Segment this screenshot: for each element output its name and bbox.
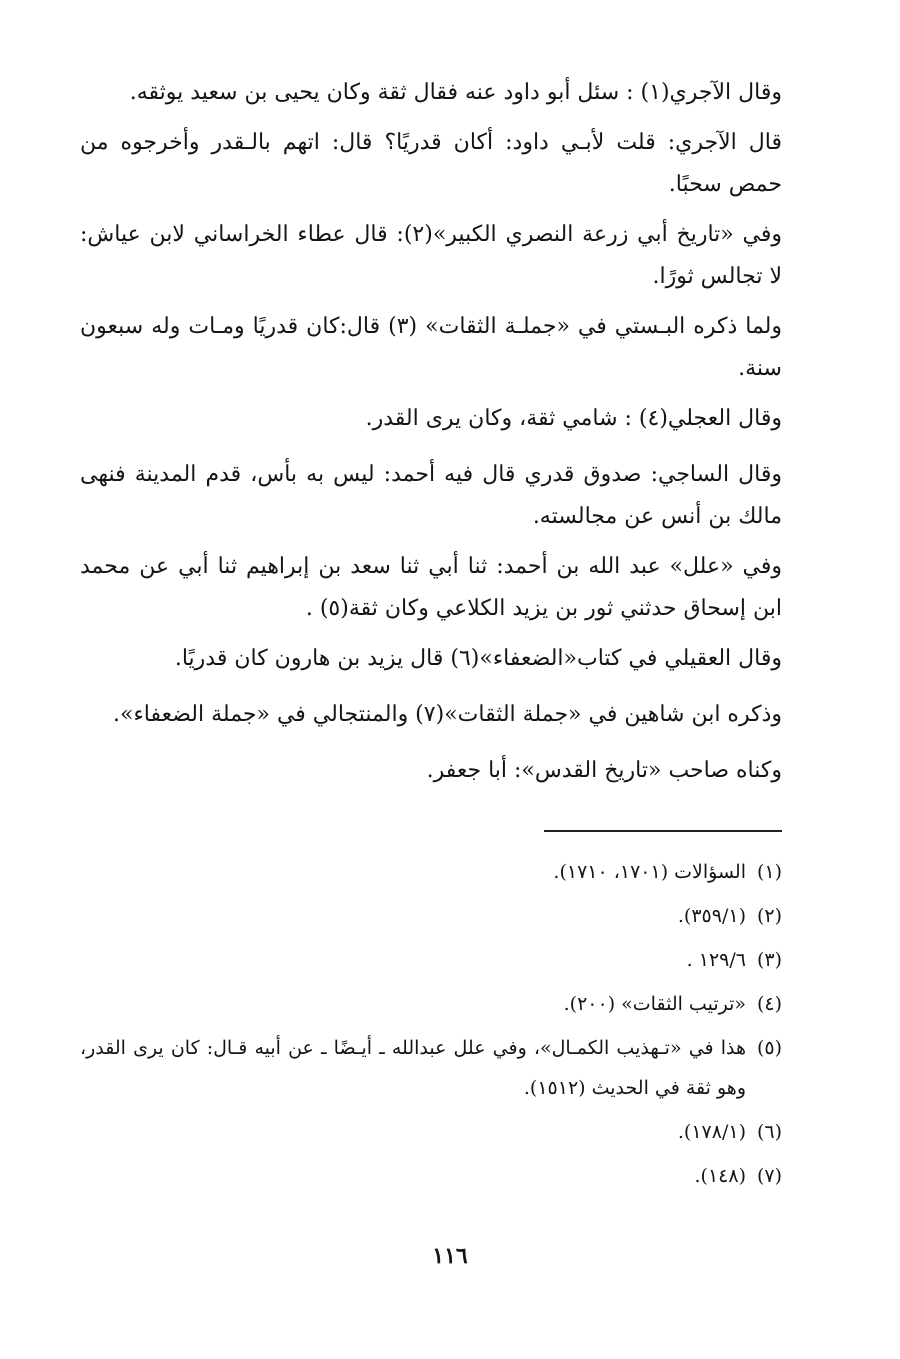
footnote-number: (٦)	[756, 1121, 782, 1143]
paragraph-ajurri-qadar: قال الآجري: قلت لأبـي داود: أكان قدريًا؟ قال: اتهم بالـقدر وأخرجوه من حمص سحبًا.	[80, 130, 782, 197]
footnote-text: «ترتيب الثقات» (٢٠٠).	[563, 993, 746, 1015]
footnote-text: (١٤٨).	[694, 1165, 746, 1187]
main-text	[80, 72, 782, 806]
paragraph-ajurri: وقال الآجري(١) : سئل أبو داود عنه فقال ثقة وكان يحيى بن سعيد يوثقه.	[129, 80, 782, 105]
paragraph-abu-zura: وفي «تاريخ أبي زرعة النصري الكبير»(٢): قال عطاء الخراساني لابن عياش: لا تجالس ثورًا.	[80, 222, 782, 289]
footnote	[80, 984, 782, 1024]
footnote-number: (٧)	[756, 1165, 782, 1187]
footnote-text: ١٢٩/٦ .	[686, 949, 746, 971]
paragraph-saji: وقال الساجي: صدوق قدري قال فيه أحمد: ليس به بأس، قدم المدينة فنهى مالك بن أنس عن مجالسته.	[80, 462, 782, 529]
footnote-text: هذا في «تـهذيب الكمـال»، وفي علل عبدالله ـ أيـضًا ـ عن أبيه قـال: كان يرى القدر، وهو ثقة في الحديث (١٥١٢).	[80, 1037, 746, 1099]
footnote-number: (٢)	[756, 905, 782, 927]
footnote-number: (٥)	[756, 1037, 782, 1059]
paragraph-quds: وكناه صاحب «تاريخ القدس»: أبا جعفر.	[426, 758, 782, 783]
footnote-separator	[544, 830, 782, 832]
paragraph-ilal: وفي «علل» عبد الله بن أحمد: ثنا أبي ثنا سعد بن إبراهيم ثنا أبي عن محمد ابن إسحاق حدثني ثور بن يزيد الكلاعي وكان ثقة(٥) .	[80, 554, 782, 621]
footnote-text: (٣٥٩/١).	[677, 905, 746, 927]
footnote	[80, 896, 782, 936]
footnote	[80, 1112, 782, 1152]
paragraph-ibn-shahin: وذكره ابن شاهين في «جملة الثقات»(٧) والمنتجالي في «جملة الضعفاء».	[112, 702, 782, 727]
footnote	[80, 1028, 782, 1108]
footnote-number: (٤)	[756, 993, 782, 1015]
footnote-text: السؤالات (١٧٠١، ١٧١٠).	[553, 861, 746, 883]
paragraph-uqayli: وقال العقيلي في كتاب«الضعفاء»(٦) قال يزيد بن هارون كان قدريًا.	[174, 646, 782, 671]
footnote-number: (١)	[756, 861, 782, 883]
footnote-number: (٣)	[756, 949, 782, 971]
footnotes	[80, 852, 782, 1200]
footnote	[80, 1156, 782, 1196]
footnote	[80, 940, 782, 980]
paragraph-busti: ولما ذكره البـستي في «جملـة الثقات» (٣) قال:كان قدريًا ومـات وله سبعون سنة.	[80, 314, 783, 381]
page-number: ١١٦	[432, 1243, 468, 1269]
paragraph-ijli: وقال العجلي(٤) : شامي ثقة، وكان يرى القدر.	[365, 406, 782, 431]
footnote-text: (١٧٨/١).	[677, 1121, 746, 1143]
footnote	[80, 852, 782, 892]
